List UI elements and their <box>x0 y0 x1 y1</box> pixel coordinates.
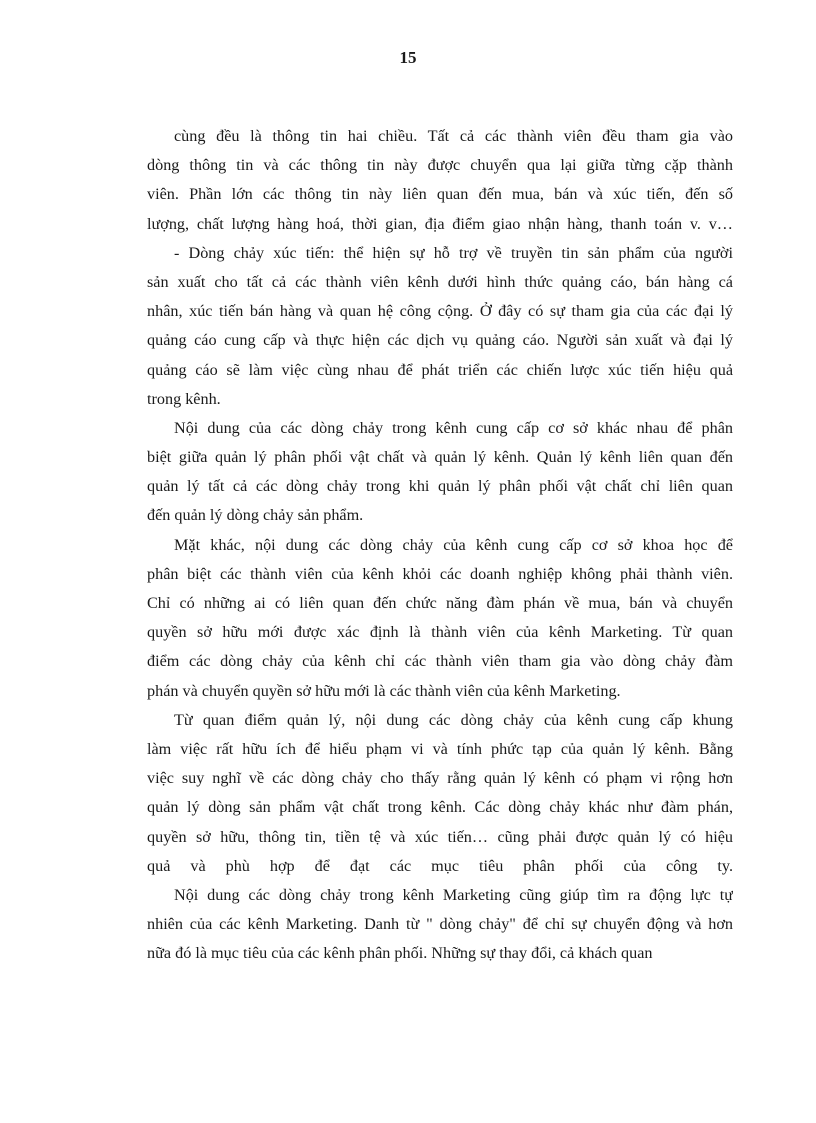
text-line: Từ quan điểm quản lý, nội dung các dòng chảy của kênh cung cấp khung <box>174 710 733 729</box>
text-line: quảng cáo sẽ làm việc cùng nhau để phát triển các chiến lược xúc tiến hiệu quả <box>147 360 733 379</box>
text-line: quản lý dòng sản phẩm vật chất trong kênh. Các dòng chảy khác như đàm phán, <box>147 798 733 817</box>
text-line: - Dòng chảy xúc tiến: thể hiện sự hỗ trợ về truyền tin sản phẩm của người <box>174 243 733 262</box>
text-line: nhân, xúc tiến bán hàng và quan hệ công cộng. Ở đây có sự tham gia của các đại lý <box>147 302 733 321</box>
text-line: quả và phù hợp để đạt các mục tiêu phân phối của công ty. <box>147 856 733 875</box>
text-line: việc suy nghĩ về các dòng chảy cho thấy rằng quản lý kênh có phạm vi rộng hơn <box>147 769 733 788</box>
text-line: Nội dung của các dòng chảy trong kênh cung cấp cơ sở khác nhau để phân <box>174 418 733 437</box>
text-line: Mặt khác, nội dung các dòng chảy của kênh cung cấp cơ sở khoa học để <box>174 535 733 554</box>
text-line: đến quản lý dòng chảy sản phẩm. <box>147 506 364 525</box>
text-line: quản lý tất cả các dòng chảy trong khi quản lý phân phối vật chất chỉ liên quan <box>147 477 733 496</box>
text-line: cùng đều là thông tin hai chiều. Tất cả các thành viên đều tham gia vào <box>174 127 733 145</box>
text-line: quảng cáo cung cấp và thực hiện các dịch vụ quảng cáo. Người sản xuất và đại lý <box>147 331 733 350</box>
text-line: nhiên của các kênh Marketing. Danh từ " dòng chảy" để chỉ sự chuyển động và hơn <box>147 915 733 934</box>
page-number: 15 <box>399 48 417 67</box>
text-line: biệt giữa quản lý phân phối vật chất và quản lý kênh. Quản lý kênh liên quan đến <box>147 448 733 467</box>
text-line: quyền sở hữu mới được xác định là thành viên của kênh Marketing. Từ quan <box>147 623 733 642</box>
text-line: sản xuất cho tất cả các thành viên kênh dưới hình thức quảng cáo, bán hàng cá <box>147 272 733 291</box>
text-line: nữa đó là mục tiêu của các kênh phân phối. Những sự thay đổi, cả khách quan <box>147 944 653 963</box>
text-line: điểm các dòng chảy của kênh chỉ các thành viên tham gia vào dòng chảy đàm <box>147 652 733 671</box>
text-line: quyền sở hữu, thông tin, tiền tệ và xúc tiến… cũng phải được quản lý có hiệu <box>147 827 733 846</box>
text-line: viên. Phần lớn các thông tin này liên quan đến mua, bán và xúc tiến, đến số <box>147 185 733 204</box>
text-line: lượng, chất lượng hàng hoá, thời gian, địa điểm giao nhận hàng, thanh toán v. v… <box>147 214 733 233</box>
text-line: phân biệt các thành viên của kênh khỏi các doanh nghiệp không phải thành viên. <box>147 564 733 583</box>
text-line: phán và chuyển quyền sở hữu mới là các thành viên của kênh Marketing. <box>147 681 621 700</box>
text-line: Nội dung các dòng chảy trong kênh Marketing cũng giúp tìm ra động lực tự <box>174 885 733 904</box>
body-text <box>147 122 733 968</box>
text-line: trong kênh. <box>147 389 221 408</box>
text-line: dòng thông tin và các thông tin này được chuyển qua lại giữa từng cặp thành <box>147 156 733 175</box>
text-line: Chỉ có những ai có liên quan đến chức năng đàm phán về mua, bán và chuyển <box>147 594 733 612</box>
text-line: làm việc rất hữu ích để hiểu phạm vi và tính phức tạp của quản lý kênh. Bằng <box>147 739 733 758</box>
